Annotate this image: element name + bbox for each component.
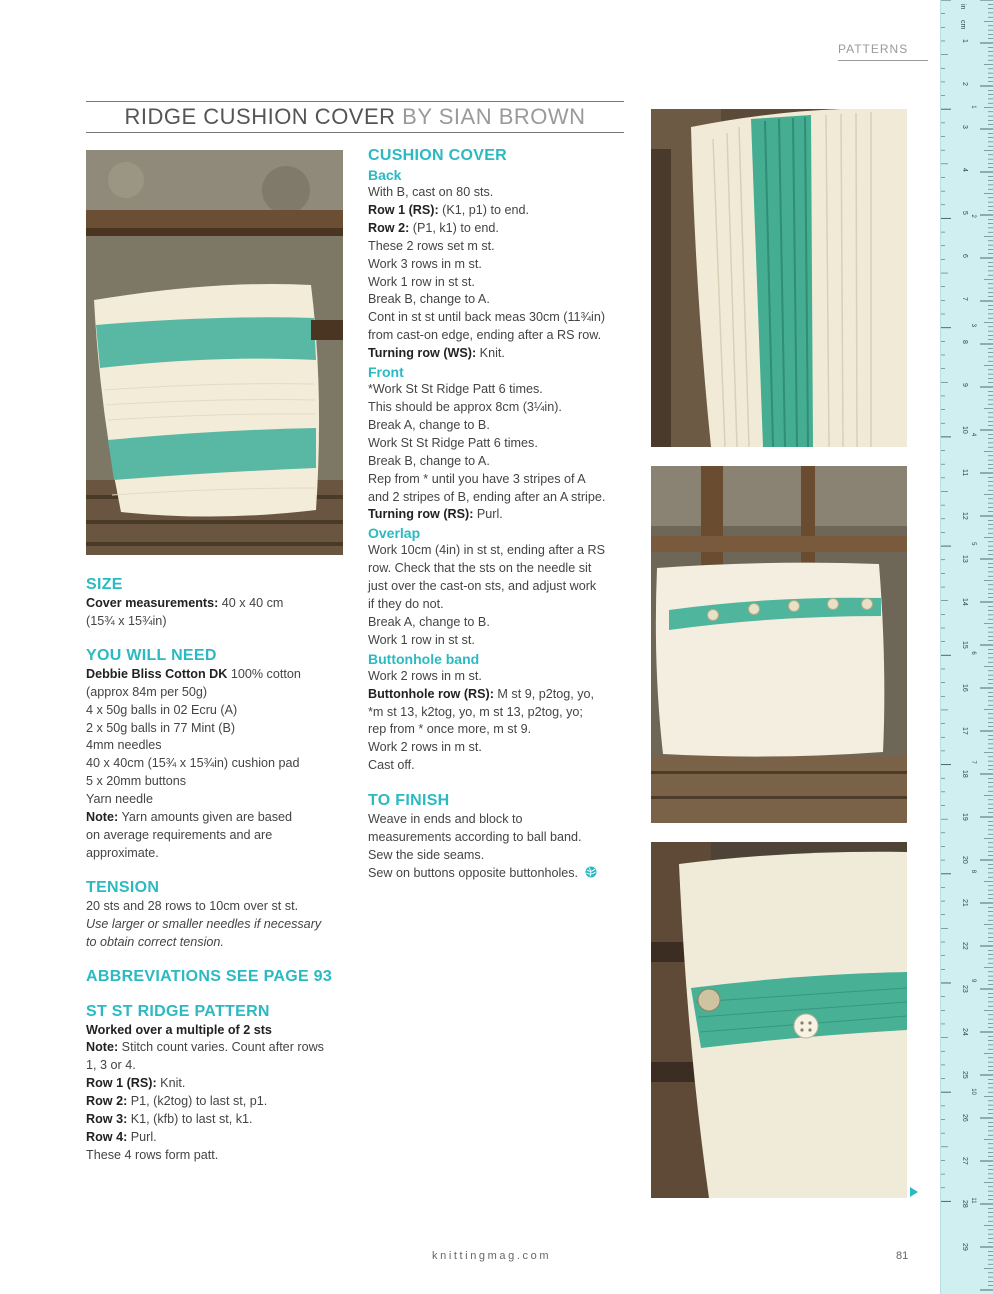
ruler-inch-label: 2 [970, 214, 976, 218]
ruler-cm-label: 3 [961, 125, 968, 129]
ridge-row-3-label: Row 3: [86, 1112, 128, 1127]
title-main: RIDGE CUSHION COVER [124, 104, 396, 129]
ruler-graphic [941, 0, 993, 1294]
ruler-cm-label: 24 [961, 1028, 968, 1036]
back-heading: Back [368, 167, 402, 183]
ridge-row-3 [86, 1111, 348, 1129]
back-turning-row [368, 345, 636, 363]
back-turning-text: Knit. [476, 346, 505, 361]
back-line-8: Cont in st st until back meas 30cm (11¾in) [368, 310, 606, 325]
stripe-closeup-photo [651, 109, 907, 447]
button-detail-photo [651, 842, 907, 1198]
front-turning-text: Purl. [473, 507, 503, 522]
ruler-cm-label: 2 [961, 82, 968, 86]
back-row-1-label: Row 1 (RS): [368, 202, 439, 217]
front-turning-row [368, 506, 636, 524]
band-line-3: *m st 13, k2tog, yo, m st 13, p2tog, yo; [368, 704, 583, 719]
middle-column [368, 146, 636, 883]
continue-arrow-icon [910, 1187, 918, 1197]
buttonhole-row [368, 686, 636, 704]
buttonhole-band-heading: Buttonhole band [368, 650, 480, 667]
ruler-cm-label: 28 [961, 1200, 968, 1208]
ruler-cm-label: 15 [961, 641, 968, 649]
ruler-inch-label: 10 [970, 1088, 976, 1095]
cover-measurements [86, 595, 348, 613]
tension-heading: TENSION [86, 878, 160, 896]
tension-text: 20 sts and 28 rows to 10cm over st st. [86, 898, 299, 913]
ruler-cm-label: 20 [961, 856, 968, 864]
ruler-inch-label: 4 [970, 432, 976, 437]
ridge-row-4 [86, 1129, 348, 1147]
ruler-cm-label: 22 [961, 942, 968, 950]
footer-url: knittingmag.com [432, 1250, 552, 1262]
front-line-6: Rep from * until you have 3 stripes of A [368, 471, 586, 486]
note-text-2: on average requirements and are [86, 827, 273, 842]
ridge-row-1 [86, 1075, 348, 1093]
cover-inches: (15¾ x 15¾in) [86, 613, 167, 628]
front-line-3: Break A, change to B. [368, 417, 490, 432]
band-line-6: Cast off. [368, 758, 415, 773]
section-label: PATTERNS [838, 42, 909, 56]
tension-italic-2: to obtain correct tension. [86, 934, 224, 949]
abbreviations-heading: ABBREVIATIONS SEE PAGE 93 [86, 967, 333, 985]
note-label: Note: [86, 810, 119, 825]
cushion-cover-heading: CUSHION COVER [368, 147, 508, 164]
ridge-row-1-text: Knit. [156, 1076, 186, 1091]
back-row-2 [368, 220, 636, 238]
cushion-pad: 40 x 40cm (15¾ x 15¾in) cushion pad [86, 756, 300, 771]
ruler-cm-label: 4 [961, 168, 968, 172]
ruler-inch-label: 1 [970, 105, 976, 109]
front-line-5: Break B, change to A. [368, 453, 490, 468]
ruler-cm-label: 8 [961, 340, 968, 344]
cover-label: Cover measurements: [86, 596, 219, 610]
ruler-cm-label: 26 [961, 1114, 968, 1122]
yarn-fibre: 100% cotton [227, 666, 301, 681]
ruler-cm-label: 19 [961, 813, 968, 821]
buttonhole-row-label: Buttonhole row (RS): [368, 686, 494, 701]
left-column [86, 575, 348, 1165]
back-line-6: Work 1 row in st st. [368, 274, 475, 289]
ridge-row-3-text: K1, (kfb) to last st, k1. [127, 1112, 253, 1127]
ruler-cm-label: 10 [961, 426, 968, 434]
cushion-bench-photo [86, 150, 343, 555]
yarn-line [86, 666, 348, 684]
yarn-a: 4 x 50g balls in 02 Ecru (A) [86, 702, 238, 717]
finish-line-1: Weave in ends and block to [368, 812, 523, 827]
yarn-ball-icon [585, 866, 597, 878]
ruler-cm-label: 27 [961, 1157, 968, 1165]
buttons-req: 5 x 20mm buttons [86, 774, 187, 789]
buttonhole-cushion-photo [651, 466, 907, 823]
ridge-note-label: Note: [86, 1040, 119, 1055]
front-line-7: and 2 stripes of B, ending after an A stripe. [368, 489, 606, 504]
front-heading: Front [368, 364, 404, 381]
front-turning-label: Turning row (RS): [368, 507, 474, 522]
yarn-note [86, 809, 348, 827]
ruler-cm-label: 23 [961, 985, 968, 993]
ruler-cm-label: 7 [961, 297, 968, 301]
you-will-need-heading: YOU WILL NEED [86, 646, 217, 664]
title-rule-top [86, 101, 624, 102]
back-row-2-text: (P1, k1) to end. [409, 220, 499, 235]
ruler-inch-label: 9 [970, 978, 976, 983]
ridge-note-text-2: 1, 3 or 4. [86, 1058, 136, 1073]
worked-over: Worked over a multiple of 2 sts [86, 1022, 272, 1037]
ruler-cm-label: 13 [961, 555, 968, 563]
page-title [86, 104, 624, 130]
measuring-ruler [940, 0, 993, 1294]
ridge-row-4-label: Row 4: [86, 1129, 128, 1144]
ridge-note [86, 1039, 348, 1057]
back-line-1: With B, cast on 80 sts. [368, 185, 494, 199]
yarn-length: (approx 84m per 50g) [86, 684, 208, 699]
page-number: 81 [896, 1250, 909, 1262]
yarn-b: 2 x 50g balls in 77 Mint (B) [86, 720, 236, 735]
back-line-9: from cast-on edge, ending after a RS row. [368, 328, 602, 343]
ruler-inch-unit: in [959, 4, 966, 10]
ruler-inch-label: 3 [970, 323, 976, 328]
note-text-3: approximate. [86, 845, 159, 860]
ridge-row-2-label: Row 2: [86, 1094, 128, 1109]
band-line-4: rep from * once more, m st 9. [368, 722, 532, 737]
band-line-1: Work 2 rows in m st. [368, 668, 482, 683]
back-row-1 [368, 202, 636, 220]
ruler-cm-label: 18 [961, 770, 968, 778]
back-line-7: Break B, change to A. [368, 292, 490, 307]
front-line-4: Work St St Ridge Patt 6 times. [368, 435, 538, 450]
tension-italic-1: Use larger or smaller needles if necessary [86, 916, 322, 931]
section-underline [838, 60, 928, 61]
ruler-cm-label: 1 [961, 39, 968, 43]
back-row-2-label: Row 2: [368, 220, 410, 235]
ridge-row-2 [86, 1093, 348, 1111]
overlap-line-5: Break A, change to B. [368, 614, 490, 629]
ruler-cm-label: 5 [961, 211, 968, 215]
ruler-cm-label: 25 [961, 1071, 968, 1079]
ridge-row-1-label: Row 1 (RS): [86, 1076, 157, 1091]
ridge-row-4-text: Purl. [127, 1129, 157, 1144]
ridge-pattern-heading: ST ST RIDGE PATTERN [86, 1002, 270, 1020]
buttonhole-row-text: M st 9, p2tog, yo, [493, 686, 595, 701]
title-byline: BY SIAN BROWN [402, 104, 586, 129]
ruler-inch-label: 7 [970, 760, 976, 764]
note-text-1: Yarn amounts given are based [118, 810, 293, 825]
finish-line-4-text: Sew on buttons opposite buttonholes. [368, 865, 579, 880]
ruler-cm-label: 9 [961, 383, 968, 387]
to-finish-heading: TO FINISH [368, 792, 450, 810]
ridge-row-2-text: P1, (k2tog) to last st, p1. [127, 1094, 268, 1109]
overlap-line-1: Work 10cm (4in) in st st, ending after a RS [368, 543, 606, 558]
ruler-cm-label: 17 [961, 727, 968, 735]
form-patt: These 4 rows form patt. [86, 1147, 219, 1162]
ridge-note-text-1: Stitch count varies. Count after rows [118, 1040, 324, 1055]
ruler-inch-label: 11 [970, 1197, 976, 1204]
finish-line-3: Sew the side seams. [368, 848, 485, 862]
yarn-brand: Debbie Bliss Cotton DK [86, 666, 228, 681]
finish-line-4 [368, 865, 636, 883]
ruler-inch-label: 6 [970, 651, 976, 655]
front-line-1: *Work St St Ridge Patt 6 times. [368, 382, 543, 397]
cover-value: 40 x 40 cm [218, 596, 284, 610]
ruler-cm-unit: cm [959, 20, 966, 30]
overlap-line-3: just over the cast-on sts, and adjust work [368, 579, 597, 594]
back-row-1-text: (K1, p1) to end. [438, 202, 529, 217]
finish-line-2: measurements according to ball band. [368, 830, 582, 845]
band-line-5: Work 2 rows in m st. [368, 740, 482, 755]
ruler-cm-label: 21 [961, 899, 968, 907]
back-turning-label: Turning row (WS): [368, 346, 477, 361]
ruler-inch-label: 5 [970, 542, 976, 546]
ruler-cm-label: 14 [961, 598, 968, 606]
ruler-cm-label: 29 [961, 1243, 968, 1251]
ruler-cm-label: 6 [961, 254, 968, 258]
needles: 4mm needles [86, 738, 162, 753]
ruler-cm-label: 11 [961, 469, 968, 477]
ruler-cm-label: 12 [961, 512, 968, 520]
overlap-heading: Overlap [368, 525, 421, 542]
back-line-4: These 2 rows set m st. [368, 238, 495, 253]
overlap-line-6: Work 1 row in st st. [368, 632, 475, 647]
yarn-needle: Yarn needle [86, 792, 153, 807]
title-rule-bottom [86, 132, 624, 133]
ruler-inch-label: 8 [970, 869, 976, 874]
front-line-2: This should be approx 8cm (3¼in). [368, 399, 562, 414]
back-line-5: Work 3 rows in m st. [368, 256, 482, 271]
overlap-line-4: if they do not. [368, 597, 444, 612]
overlap-line-2: row. Check that the sts on the needle sit [368, 561, 592, 576]
size-heading: SIZE [86, 576, 123, 593]
ruler-cm-label: 16 [961, 684, 968, 692]
